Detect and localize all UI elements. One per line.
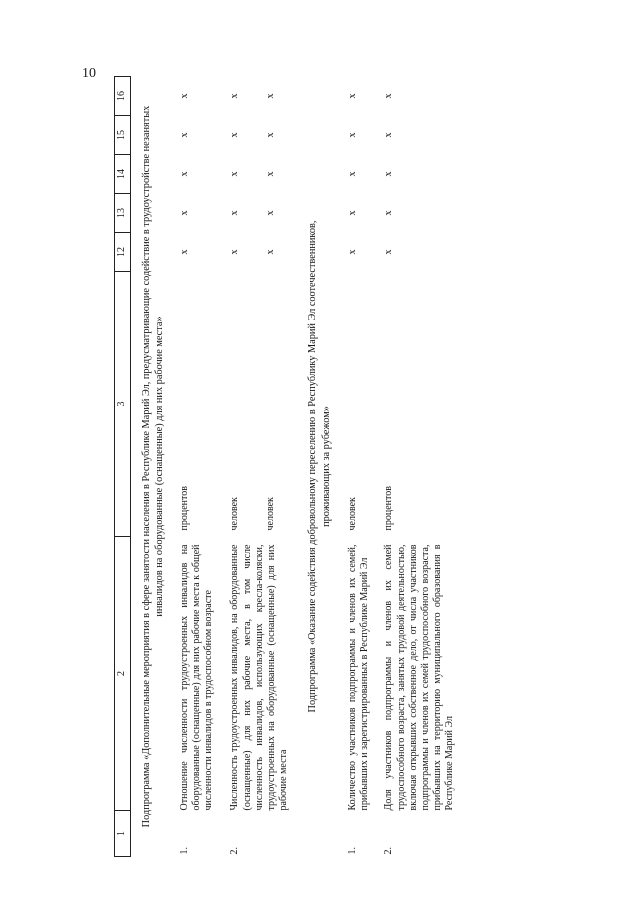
indicator-unit: процентов: [178, 486, 190, 531]
value-col-12: х: [347, 249, 358, 255]
subprogram-1-title: Подпрограмма «Дополнительные мероприятия в сфере занятости населения в Республике Марий Эл, предусматривающие содействие в трудоустройстве незанятых инвалидов на оборудованные (оснащенные) для них рабочие места»: [141, 105, 166, 828]
value-line-2: х: [264, 210, 276, 216]
value-col-16: [215, 77, 290, 116]
row-number: 1.: [178, 847, 190, 855]
value-line-2: х: [264, 249, 276, 255]
indicator-unit: человек: [347, 497, 358, 531]
table-row: [215, 77, 290, 857]
value-col-15: х: [178, 132, 190, 138]
value-line-1: х: [229, 210, 241, 216]
table-row: [173, 77, 216, 857]
value-col-12: [215, 233, 290, 272]
header-col-13: 13: [115, 194, 131, 233]
indicator-name: Численность трудоустроенных инвалидов, на оборудованные (оснащенные) для них рабочие места, в том числе численность инвалидов, использующих кресла-коляски, трудоустроенных на оборудованные (оснащенные) для них рабочие места: [229, 544, 290, 811]
value-line-1: х: [229, 132, 241, 138]
indicator-name: Доля участников подпрограммы и членов их семей трудоспособного возраста, занятых трудовой деятельностью, включая открывших собственное дело, от числа участников подпрограммы и членов их семей трудоспособного возраста, прибывших на территорию муниципального образования в Республике Марий Эл: [383, 544, 456, 811]
indicator-unit-line-2: человек: [264, 497, 276, 531]
table-row: [341, 77, 371, 857]
indicator-unit: [215, 272, 290, 537]
indicator-unit-line-1: человек: [229, 497, 241, 531]
value-col-13: [215, 194, 290, 233]
row-number: 1.: [347, 847, 358, 855]
subprogram-2-title: Подпрограмма «Оказание содействия добровольному переселению в Республику Марий Эл соотечественников, проживающих за рубежом»: [307, 220, 332, 713]
value-col-16: х: [347, 93, 358, 99]
subprogram-1-title-row: [131, 77, 173, 857]
header-row: [115, 77, 131, 857]
page-number: 10: [82, 66, 96, 81]
value-line-1: х: [229, 249, 241, 255]
value-line-1: х: [229, 93, 241, 99]
header-col-15: 15: [115, 116, 131, 155]
table-row: [371, 77, 456, 857]
header-col-1: 1: [115, 811, 131, 857]
header-col-12: 12: [115, 233, 131, 272]
indicator-name: Отношение численности трудоустроенных инвалидов на оборудованные (оснащенные) для них рабочие места к общей численности инвалидов в трудоспособном возрасте: [178, 544, 215, 811]
rotated-table-page: [114, 77, 624, 857]
indicators-table: [114, 76, 457, 857]
value-col-13: х: [383, 210, 395, 216]
value-col-16: х: [383, 93, 395, 99]
header-col-16: 16: [115, 77, 131, 116]
value-col-16: х: [178, 93, 190, 99]
value-col-15: [215, 116, 290, 155]
header-col-3: 3: [115, 272, 131, 537]
row-number: 2.: [229, 847, 241, 855]
value-line-2: х: [264, 171, 276, 177]
header-col-2: 2: [115, 537, 131, 811]
indicator-unit: процентов: [383, 486, 395, 531]
value-col-14: х: [383, 171, 395, 177]
value-col-14: х: [178, 171, 190, 177]
subprogram-2-title-row: [290, 77, 341, 857]
value-line-2: х: [264, 93, 276, 99]
indicator-name: Количество участников подпрограммы и членов их семей, прибывших и зарегистрированных в Республике Марий Эл: [347, 544, 371, 811]
value-line-1: х: [229, 171, 241, 177]
header-col-14: 14: [115, 155, 131, 194]
value-col-12: х: [178, 249, 190, 255]
value-col-13: х: [347, 210, 358, 216]
value-col-15: х: [347, 132, 358, 138]
value-line-2: х: [264, 132, 276, 138]
row-number: 2.: [383, 847, 395, 855]
value-col-12: х: [383, 249, 395, 255]
value-col-14: [215, 155, 290, 194]
value-col-14: х: [347, 171, 358, 177]
value-col-13: х: [178, 210, 190, 216]
value-col-15: х: [383, 132, 395, 138]
